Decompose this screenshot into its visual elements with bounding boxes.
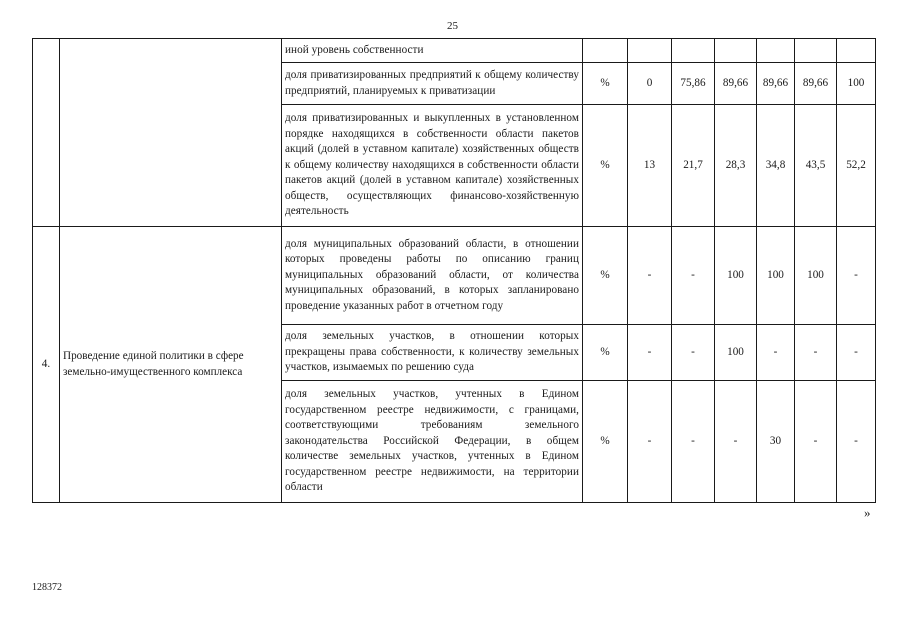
value-cell: 0 [628,63,672,105]
value-cell: 100 [795,227,837,325]
value-cell: - [672,381,715,503]
value-cell: - [628,381,672,503]
value-cell: 34,8 [757,105,795,227]
value-cell [628,39,672,63]
value-cell: 89,66 [757,63,795,105]
indicator-cell: иной уровень собственности [282,39,583,63]
unit-cell: % [583,325,628,381]
value-cell: - [715,381,757,503]
indicator-cell: доля приватизированных и выкупленных в установленном порядке находящихся в собственности области пакетов акций (долей в уставном капитале) хозяйственных обществ к общему количеству находящихся в собственности области пакетов акций (долей в уставном капитале) хозяйственных обществ, осуществляющих финансово-хозяйственную деятельность [282,105,583,227]
activity-cell: Проведение единой политики в сфере земельно-имущественного комплекса [60,227,282,503]
value-cell [837,39,876,63]
value-cell: - [837,227,876,325]
row-number-cell: 4. [33,227,60,503]
document-code: 128372 [32,582,62,593]
value-cell: 100 [837,63,876,105]
value-cell: - [672,227,715,325]
value-cell: - [837,325,876,381]
value-cell: 52,2 [837,105,876,227]
closing-quote: » [864,505,871,520]
unit-cell: % [583,105,628,227]
indicators-table [32,38,876,503]
unit-cell: % [583,227,628,325]
indicator-cell: доля земельных участков, учтенных в Едином государственном реестре недвижимости, с границами, соответствующими требованиям земельного законодательства Российской Федерации, в общем количестве земельных участков, учтенных в Едином государственном реестре недвижимости, на территории области [282,381,583,503]
indicator-cell: доля земельных участков, в отношении которых прекращены права собственности, к количеству земельных участков, изымаемых по решению суда [282,325,583,381]
table-row [33,227,876,325]
value-cell: 75,86 [672,63,715,105]
value-cell [672,39,715,63]
value-cell: 100 [757,227,795,325]
activity-cell [60,39,282,227]
unit-cell [583,39,628,63]
value-cell: - [628,325,672,381]
value-cell: 89,66 [795,63,837,105]
value-cell [795,39,837,63]
page-number: 25 [447,20,458,32]
value-cell [757,39,795,63]
indicator-cell: доля муниципальных образований области, в отношении которых проведены работы по описанию границ муниципальных образований области, от количества муниципальных образований, в которых запланировано проведение указанных работ в отчетном году [282,227,583,325]
value-cell: - [837,381,876,503]
row-number-cell [33,39,60,227]
value-cell: 30 [757,381,795,503]
value-cell: 13 [628,105,672,227]
value-cell [715,39,757,63]
table-row [33,39,876,63]
value-cell: - [672,325,715,381]
unit-cell: % [583,381,628,503]
value-cell: 28,3 [715,105,757,227]
value-cell: 43,5 [795,105,837,227]
unit-cell: % [583,63,628,105]
value-cell: - [795,381,837,503]
value-cell: 100 [715,227,757,325]
value-cell: - [628,227,672,325]
value-cell: 21,7 [672,105,715,227]
value-cell: 89,66 [715,63,757,105]
indicator-cell: доля приватизированных предприятий к общему количеству предприятий, планируемых к приватизации [282,63,583,105]
value-cell: - [757,325,795,381]
value-cell: - [795,325,837,381]
value-cell: 100 [715,325,757,381]
